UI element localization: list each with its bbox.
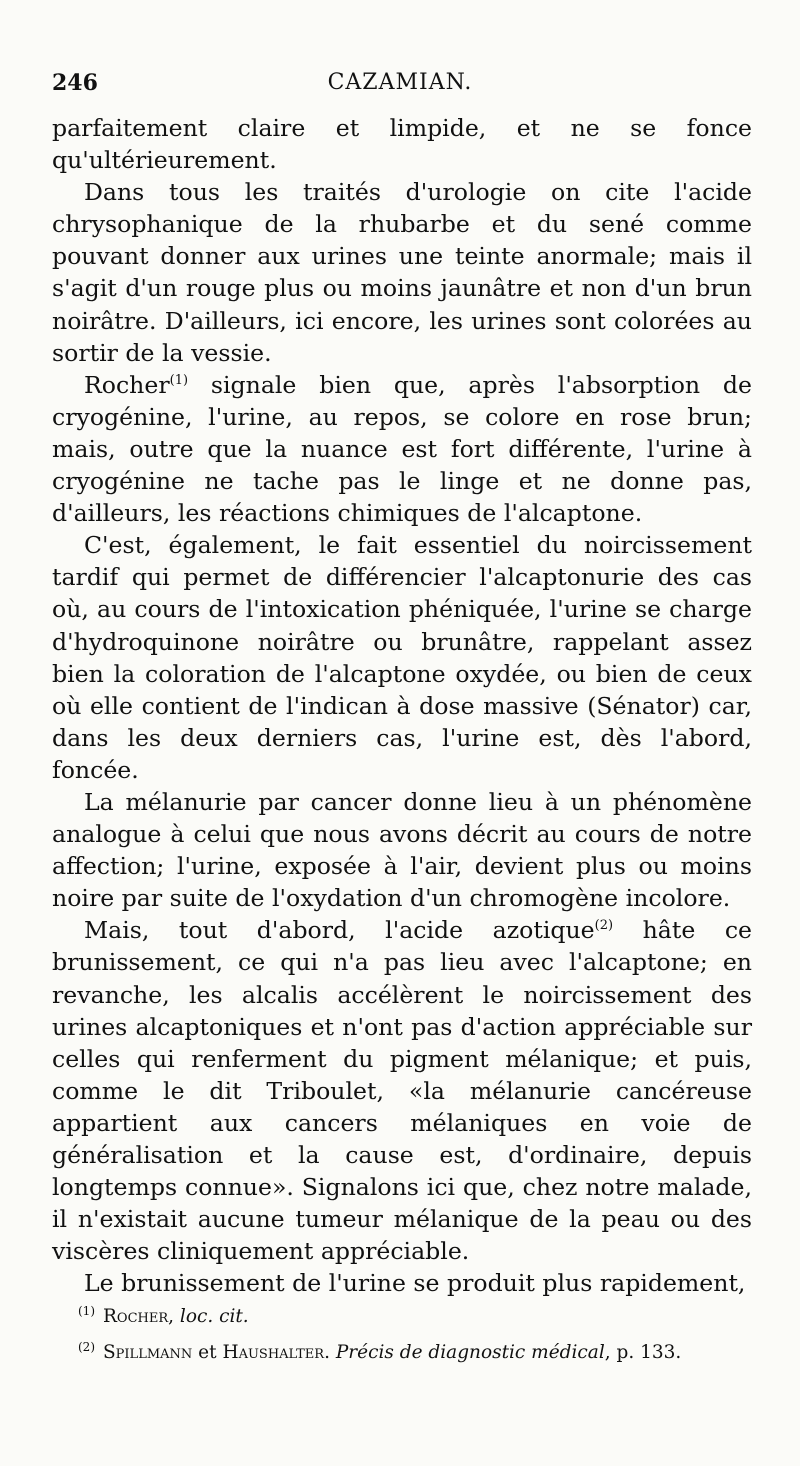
italic-text: Précis de diagnostic médical [335,1342,605,1364]
text-run: signale bien que, après l'absorption de cryogénine, l'urine, au repos, se colore en rose brun; mais, outre que la nuance est fort différente, l'urine à cryogénine ne tache pas le linge et ne donne pas, d'ailleurs, les réactions chimiques de l'alcaptone. [52,370,752,528]
paragraph [52,914,752,1267]
paragraph [52,529,752,786]
footnotes [78,1296,758,1368]
text-run: , p. 133. [604,1342,682,1364]
text-run: La mélanurie par cancer donne lieu à un phénomène analogue à celui que nous avons décrit au cours de notre affection; l'urine, exposée à l'air, devient plus ou moins noire par suite de l'oxydation d'un chromogène incolore. [52,787,752,913]
paragraph [52,112,752,176]
footnote-reference: (1) [169,372,189,388]
author-name: Rocher [103,1306,169,1328]
paragraph [52,369,752,529]
text-run: Dans tous les traités d'urologie on cite l'acide chrysophanique de la rhubarbe et du sené comme pouvant donner aux urines une teinte anormale; mais il s'agit d'un rouge plus ou moins jaunâtre et non d'un brun noirâtre. D'ailleurs, ici encore, les urines sont colorées au sortir de la vessie. [52,178,752,367]
text-run: parfaitement claire et limpide, et ne se fonce qu'ultérieurement. [52,114,752,175]
footnote-reference: (2) [594,918,614,934]
text-run: , [168,1306,180,1328]
text-run: Mais, tout d'abord, l'acide azotique [84,916,595,945]
text-run: hâte ce brunissement, ce qui n'a pas lieu avec l'alcaptone; en revanche, les alcalis accélèrent le noircissement des urines alcaptoniques et n'ont pas d'action appréciable sur celles qui renferment du pigment mélanique; et puis, comme le dit Triboulet, «la mélanurie cancéreuse appartient aux cancers mélaniques en voie de généralisation et la cause est, d'ordinaire, depuis longtemps connue». Signalons ici que, chez notre malade, il n'existait aucune tumeur mélanique de la peau ou des viscères cliniquement appréciable. [52,916,752,1266]
page-header [52,70,748,104]
footnote-mark: (2) [78,1340,95,1355]
author-name: Spillmann [103,1342,193,1364]
footnote [78,1296,758,1332]
text-run: Rocher [84,370,170,399]
paragraph [52,176,752,369]
text-run: C'est, également, le fait essentiel du noircissement tardif qui permet de différencier l'alcaptonurie des cas où, au cours de l'intoxication phéniquée, l'urine se charge d'hydroquinone noirâtre ou brunâtre, rappelant assez bien la coloration de l'alcaptone oxydée, ou bien de ceux où elle contient de l'indican à dose massive (Sénator) car, dans les deux derniers cas, l'urine est, dès l'abord, foncée. [52,531,752,784]
text-run: . [324,1342,336,1364]
author-name: Haushalter [222,1342,325,1364]
text-run: et [192,1342,223,1364]
footnote [78,1332,758,1368]
page-number: 246 [52,70,98,96]
italic-text: loc. cit. [179,1306,249,1328]
text-run: Le brunissement de l'urine se produit plus rapidement, [84,1269,746,1298]
paragraph [52,786,752,914]
footnote-mark: (1) [78,1304,95,1318]
running-head: CAZAMIAN. [327,70,473,95]
body-text [52,112,752,1299]
paragraph [52,1267,752,1299]
